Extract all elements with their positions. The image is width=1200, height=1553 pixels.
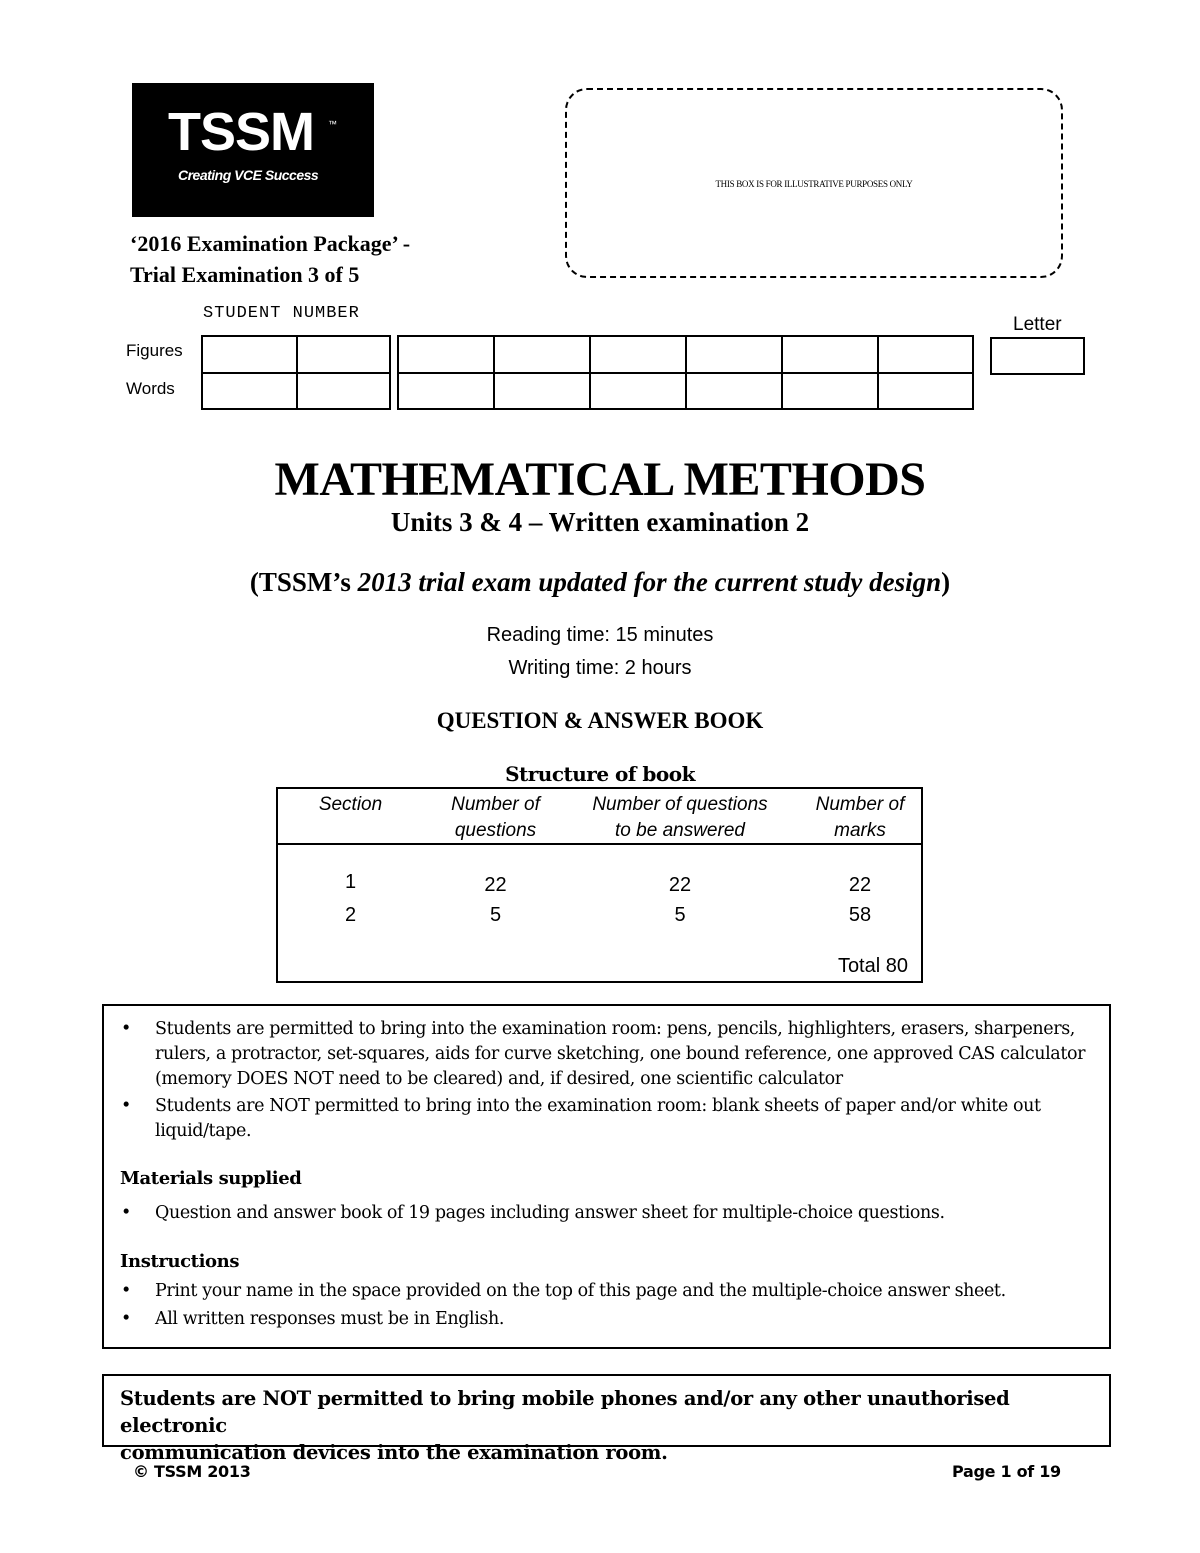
table-total: Total 80	[837, 955, 908, 977]
bullet-icon: •	[121, 1203, 131, 1223]
figures-cell[interactable]	[589, 335, 687, 374]
words-label: Words	[126, 379, 175, 398]
words-cell[interactable]	[781, 372, 879, 410]
table-header: Number of questions to be answered	[592, 794, 768, 841]
table-cell: 5	[489, 904, 502, 926]
figures-cell[interactable]	[493, 335, 591, 374]
table-cell: 22	[848, 874, 872, 896]
figures-cell[interactable]	[685, 335, 783, 374]
words-cell[interactable]	[296, 372, 391, 410]
instructions-heading: Instructions	[120, 1251, 240, 1272]
table-header: Section	[318, 794, 383, 815]
letter-cell[interactable]	[990, 337, 1085, 375]
table-cell: 58	[848, 904, 872, 926]
figures-cell[interactable]	[397, 335, 495, 374]
structure-title: Structure of book	[505, 762, 695, 786]
table-cell: 1	[344, 871, 357, 893]
list-item: • Students are NOT permitted to bring into the examination room: blank sheets of paper and/or white out liquid/tape.	[121, 1096, 1041, 1141]
illustrative-label-box	[565, 88, 1063, 278]
warning-text: Students are NOT permitted to bring mobile phones and/or any other unauthorised electronic communication devices into the examination room.	[120, 1387, 1010, 1464]
logo-text: TSSM	[168, 102, 315, 162]
list-item: • Print your name in the space provided on the top of this page and the multiple-choice answer sheet.	[155, 1279, 1006, 1304]
package-line-2: Trial Examination 3 of 5	[130, 262, 360, 287]
words-cell[interactable]	[493, 372, 591, 410]
footer-page-number: Page 1 of 19	[952, 1462, 1061, 1481]
bullet-icon: •	[121, 1096, 131, 1116]
note-close: )	[941, 567, 951, 597]
illustrative-box-text: THIS BOX IS FOR ILLUSTRATIVE PURPOSES ONLY	[715, 179, 913, 189]
figures-cell[interactable]	[201, 335, 298, 374]
exam-title: MATHEMATICAL METHODS	[274, 453, 926, 506]
logo-tagline: Creating VCE Success	[178, 167, 319, 183]
words-cell[interactable]	[397, 372, 495, 410]
bullet-icon: •	[121, 1019, 131, 1039]
table-cell: 22	[668, 874, 692, 896]
note-italic: 2013 trial exam updated for the current study design	[357, 567, 942, 597]
table-header: Number of questions	[451, 794, 540, 841]
list-item: • All written responses must be in English.	[155, 1307, 504, 1332]
table-cell: 5	[674, 904, 686, 926]
table-header: Number of marks	[815, 794, 905, 841]
words-cell[interactable]	[685, 372, 783, 410]
table-cell: 2	[344, 904, 357, 926]
words-cell[interactable]	[589, 372, 687, 410]
letter-label: Letter	[1013, 314, 1062, 335]
words-cell[interactable]	[201, 372, 298, 410]
tssm-logo	[132, 83, 374, 217]
writing-time: Writing time: 2 hours	[508, 657, 692, 679]
instructions-box	[102, 1004, 1111, 1349]
table-divider	[278, 843, 921, 845]
package-line-1: ‘2016 Examination Package’ -	[130, 231, 411, 256]
figures-cell[interactable]	[877, 335, 974, 374]
materials-heading: Materials supplied	[120, 1168, 302, 1189]
book-title: QUESTION & ANSWER BOOK	[436, 708, 764, 733]
reading-time: Reading time: 15 minutes	[486, 624, 714, 646]
words-cell[interactable]	[877, 372, 974, 410]
list-item: • Question and answer book of 19 pages including answer sheet for multiple-choice questions.	[155, 1201, 945, 1226]
student-number-label: STUDENT NUMBER	[203, 304, 360, 323]
logo-trademark: ™	[328, 119, 337, 129]
footer-copyright: © TSSM 2013	[133, 1462, 251, 1481]
figures-label: Figures	[126, 341, 183, 360]
list-item: • Students are permitted to bring into the examination room: pens, pencils, highlighters, erasers, sharpeners, rulers, a protractor, set-squares, aids for curve sketching, one bound reference, one approved CAS calculator (memory DOES NOT need to be cleared) and, if desired, one scientific calculator	[121, 1019, 1086, 1089]
structure-table	[276, 787, 923, 983]
figures-cell[interactable]	[781, 335, 879, 374]
table-cell: 22	[484, 874, 507, 896]
exam-subtitle: Units 3 & 4 – Written examination 2	[390, 507, 810, 537]
warning-box	[102, 1374, 1111, 1464]
figures-cell[interactable]	[296, 335, 391, 374]
note-open: (TSSM’s	[249, 567, 358, 597]
bullet-icon: •	[121, 1309, 131, 1329]
exam-note	[0, 567, 1200, 598]
package-title	[130, 228, 410, 290]
bullet-icon: •	[121, 1281, 131, 1301]
